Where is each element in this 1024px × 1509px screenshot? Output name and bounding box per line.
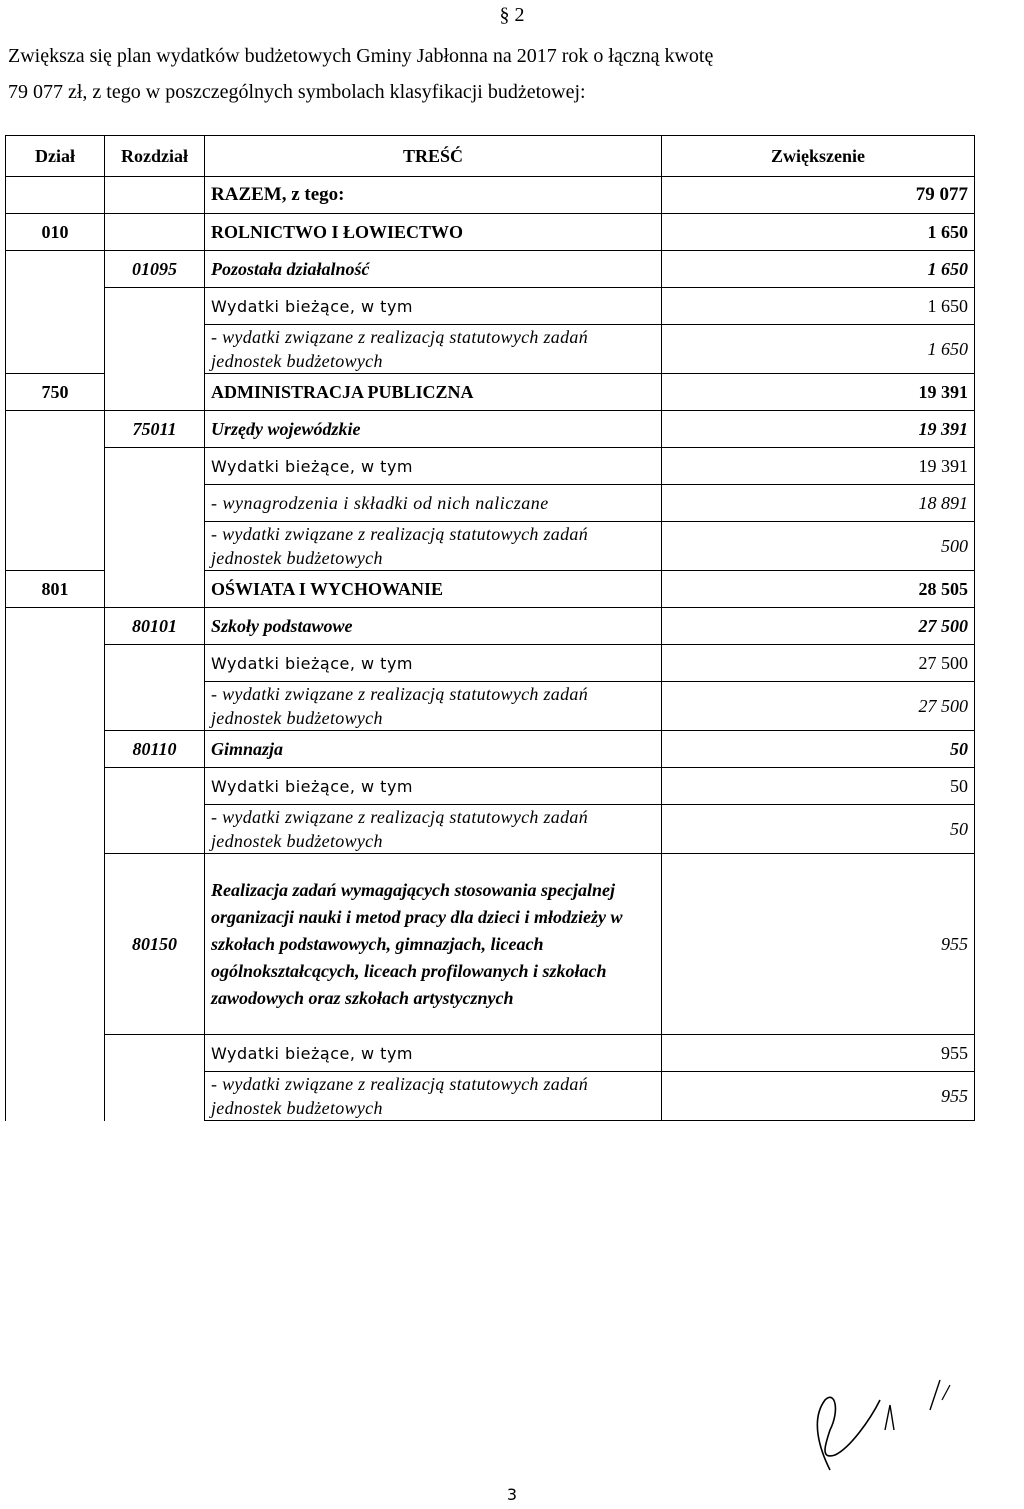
cell-kwota: 19 391 (662, 411, 975, 448)
cell-tresc: RAZEM, z tego: (205, 177, 662, 214)
budget-table (5, 135, 975, 1121)
cell-tresc: - wydatki związane z realizacją statutowych zadań jednostek budżetowych (205, 1072, 662, 1121)
cell-rozdzial: 80150 (105, 854, 205, 1035)
cell-rozdzial (105, 325, 205, 374)
table-row (6, 411, 975, 448)
cell-rozdzial (105, 571, 205, 608)
header-dzial: Dział (6, 136, 105, 177)
page-number: 3 (506, 1485, 518, 1504)
cell-dzial (6, 448, 105, 485)
cell-dzial (6, 1035, 105, 1072)
cell-kwota: 50 (662, 731, 975, 768)
cell-tresc: - wydatki związane z realizacją statutowych zadań jednostek budżetowych (205, 522, 662, 571)
cell-tresc: Wydatki bieżące, w tym (205, 448, 662, 485)
cell-tresc: ADMINISTRACJA PUBLICZNA (205, 374, 662, 411)
cell-kwota: 19 391 (662, 374, 975, 411)
table-row (6, 522, 975, 571)
cell-tresc: - wydatki związane z realizacją statutowych zadań jednostek budżetowych (205, 805, 662, 854)
cell-rozdzial (105, 214, 205, 251)
intro-paragraph (8, 44, 978, 69)
cell-kwota: 500 (662, 522, 975, 571)
cell-tresc: Wydatki bieżące, w tym (205, 645, 662, 682)
cell-tresc: OŚWIATA I WYCHOWANIE (205, 571, 662, 608)
table-header-row (6, 136, 975, 177)
cell-tresc: - wydatki związane z realizacją statutowych zadań jednostek budżetowych (205, 325, 662, 374)
cell-rozdzial (105, 374, 205, 411)
table-row (6, 288, 975, 325)
cell-kwota: 27 500 (662, 645, 975, 682)
table-row (6, 374, 975, 411)
cell-tresc: Wydatki bieżące, w tym (205, 288, 662, 325)
cell-dzial: 801 (6, 571, 105, 608)
cell-rozdzial (105, 448, 205, 485)
header-tresc: TREŚĆ (205, 136, 662, 177)
intro-paragraph-line2 (8, 80, 978, 105)
intro-line-2: 79 077 zł, z tego w poszczególnych symbolach klasyfikacji budżetowej: (8, 81, 586, 103)
table-row (6, 805, 975, 854)
cell-rozdzial (105, 1035, 205, 1072)
cell-rozdzial: 75011 (105, 411, 205, 448)
cell-tresc: Wydatki bieżące, w tym (205, 768, 662, 805)
cell-kwota: 50 (662, 805, 975, 854)
table-row (6, 325, 975, 374)
cell-tresc: Szkoły podstawowe (205, 608, 662, 645)
cell-rozdzial (105, 768, 205, 805)
table-row (6, 768, 975, 805)
cell-rozdzial: 01095 (105, 251, 205, 288)
cell-dzial (6, 177, 105, 214)
cell-rozdzial (105, 485, 205, 522)
cell-rozdzial (105, 288, 205, 325)
cell-rozdzial (105, 522, 205, 571)
table-body (6, 177, 975, 1121)
cell-tresc: - wydatki związane z realizacją statutowych zadań jednostek budżetowych (205, 682, 662, 731)
cell-kwota: 79 077 (662, 177, 975, 214)
table-row (6, 645, 975, 682)
cell-kwota: 1 650 (662, 325, 975, 374)
signature-mark (790, 1360, 990, 1480)
cell-dzial (6, 768, 105, 805)
cell-dzial (6, 288, 105, 325)
cell-rozdzial (105, 645, 205, 682)
cell-dzial (6, 608, 105, 645)
cell-tresc: Realizacja zadań wymagających stosowania specjalnej organizacji nauki i metod pracy dla dzieci i młodzieży w szkołach podstawowych, gimnazjach, liceach ogólnokształcących, liceach profilowanych i szkołach zawodowych oraz szkołach artystycznych (205, 854, 662, 1035)
cell-dzial (6, 645, 105, 682)
cell-dzial (6, 731, 105, 768)
table-row (6, 731, 975, 768)
table-row (6, 608, 975, 645)
cell-kwota: 27 500 (662, 608, 975, 645)
cell-dzial (6, 854, 105, 1035)
cell-tresc: Pozostała działalność (205, 251, 662, 288)
table-row (6, 571, 975, 608)
table-row (6, 1035, 975, 1072)
cell-kwota: 955 (662, 1072, 975, 1121)
cell-dzial (6, 682, 105, 731)
table-row (6, 682, 975, 731)
cell-kwota: 19 391 (662, 448, 975, 485)
cell-dzial (6, 411, 105, 448)
header-zwiekszenie: Zwiększenie (662, 136, 975, 177)
paragraph-heading: § 2 (499, 4, 525, 26)
cell-rozdzial: 80110 (105, 731, 205, 768)
cell-tresc: Urzędy wojewódzkie (205, 411, 662, 448)
cell-kwota: 1 650 (662, 214, 975, 251)
cell-dzial: 010 (6, 214, 105, 251)
table-row (6, 485, 975, 522)
intro-line-1: Zwiększa się plan wydatków budżetowych Gminy Jabłonna na 2017 rok o łączną kwotę (8, 45, 714, 67)
cell-tresc: Wydatki bieżące, w tym (205, 1035, 662, 1072)
cell-dzial (6, 325, 105, 374)
cell-kwota: 1 650 (662, 288, 975, 325)
table-row (6, 448, 975, 485)
cell-rozdzial (105, 177, 205, 214)
cell-rozdzial (105, 805, 205, 854)
table-row (6, 177, 975, 214)
cell-dzial (6, 1072, 105, 1121)
cell-dzial (6, 522, 105, 571)
table-row (6, 214, 975, 251)
cell-rozdzial: 80101 (105, 608, 205, 645)
cell-tresc: ROLNICTWO I ŁOWIECTWO (205, 214, 662, 251)
cell-dzial (6, 251, 105, 288)
table-row (6, 251, 975, 288)
cell-rozdzial (105, 1072, 205, 1121)
cell-dzial (6, 805, 105, 854)
table-row (6, 1072, 975, 1121)
cell-kwota: 18 891 (662, 485, 975, 522)
cell-kwota: 1 650 (662, 251, 975, 288)
cell-dzial (6, 485, 105, 522)
cell-kwota: 955 (662, 854, 975, 1035)
cell-tresc: - wynagrodzenia i składki od nich naliczane (205, 485, 662, 522)
cell-kwota: 50 (662, 768, 975, 805)
header-rozdzial: Rozdział (105, 136, 205, 177)
cell-kwota: 28 505 (662, 571, 975, 608)
cell-dzial: 750 (6, 374, 105, 411)
cell-kwota: 955 (662, 1035, 975, 1072)
cell-kwota: 27 500 (662, 682, 975, 731)
cell-tresc: Gimnazja (205, 731, 662, 768)
table-row (6, 854, 975, 1035)
cell-rozdzial (105, 682, 205, 731)
